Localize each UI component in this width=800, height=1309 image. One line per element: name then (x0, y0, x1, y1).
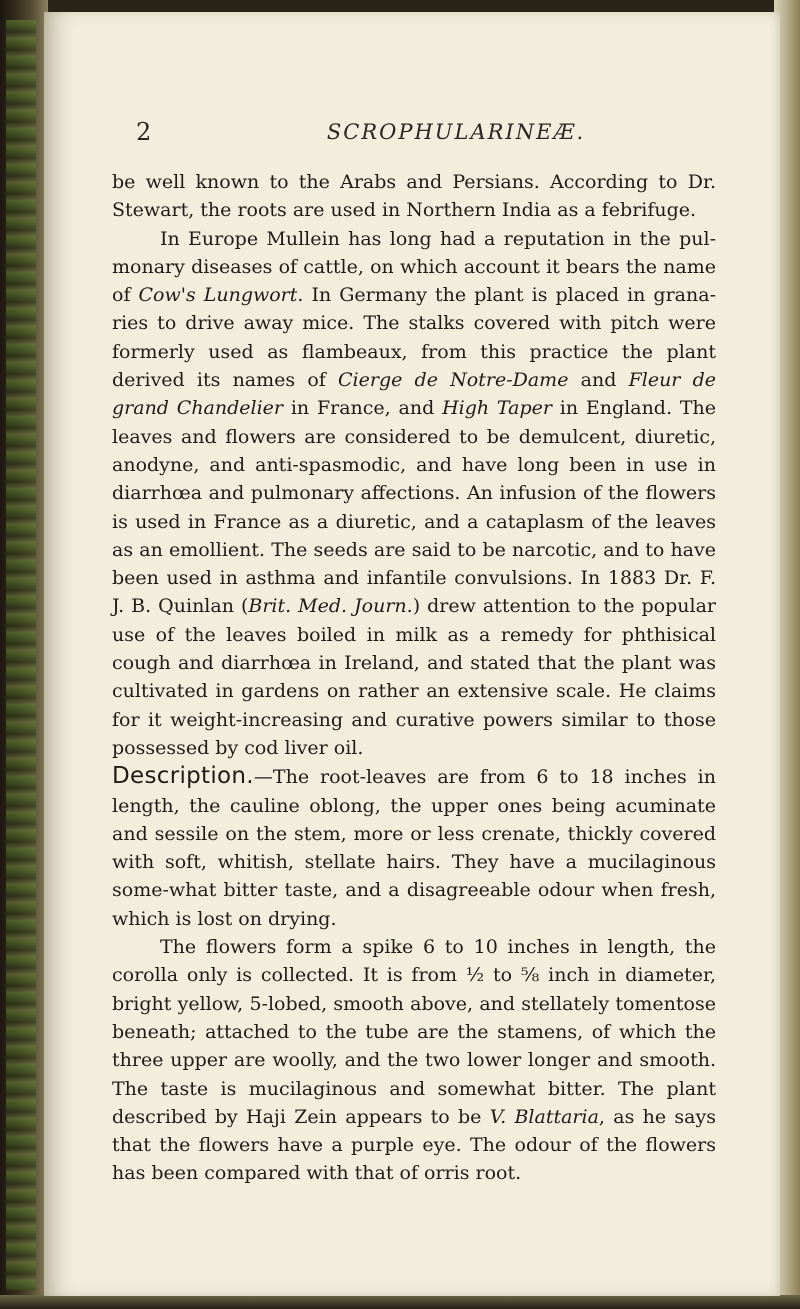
paragraph-4 (112, 933, 716, 1188)
p2-italic-3: Fleur de grand Chandelier (112, 369, 716, 420)
p4-italic-1: V. Blattaria (489, 1105, 599, 1128)
p2-italic-5: Brit. Med. Journ. (248, 595, 413, 618)
p2-italic-2: Cierge de Notre-Dame (338, 369, 569, 392)
p2-text-3: and (568, 369, 629, 392)
p2-text-2: . In Germany the plant is placed in grana-ries to drive away mice. The stalks covered with pitch were formerly used as flambeaux, from this practice the plant derived its names of (112, 284, 716, 392)
page-edge-bottom (0, 1295, 800, 1309)
body-text (112, 168, 716, 1188)
page-header (136, 118, 776, 148)
p2-italic-4: High Taper (442, 397, 552, 420)
p4-text-1: The flowers form a spike 6 to 10 inches in length, the corolla only is collected. It is from ½ to ⅝ inch in diameter, bright yellow, 5-lobed, smooth above, and stellately tomentose beneath; attached to the tube are the stamens, of which the three upper are woolly, and the two lower longer and smooth. The taste is mucilaginous and somewhat bitter. The plant described by Haji Zein appears to be (112, 936, 716, 1128)
book-binding (0, 0, 48, 1309)
paragraph-1: be well known to the Arabs and Persians. According to Dr. Stewart, the roots are used in Northern India as a febrifuge. (112, 171, 716, 222)
paragraph-2 (112, 225, 716, 763)
running-head: SCROPHULARINEÆ. (326, 120, 586, 144)
p4-text-2: , as he says that the flowers have a purple eye. The odour of the flowers has been compared with that of orris root. (112, 1105, 716, 1185)
p2-text-1: In Europe Mullein has long had a reputation in the pul-monary diseases of cattle, on which account it bears the name of (112, 227, 716, 307)
binding-fringe (6, 20, 36, 1290)
paragraph-3 (112, 762, 716, 933)
p2-italic-1: Cow's Lungwort (138, 284, 298, 307)
p2-text-4: in France, and (283, 397, 443, 420)
p2-text-6: ) drew attention to the popular use of the leaves boiled in milk as a remedy for phthisical cough and diarrhœa in Ireland, and stated that the plant was cultivated in gardens on rather an extensive scale. He claims for it weight-increasing and curative powers similar to those possessed by cod liver oil. (112, 595, 716, 759)
section-heading-description: Description. (112, 763, 254, 790)
page-number: 2 (136, 118, 152, 146)
p2-text-5: in England. The leaves and flowers are considered to be demulcent, diuretic, anodyne, and anti-spasmodic, and have long been in use in diarrhœa and pulmonary affections. An infusion of the flowers is used in France as a diuretic, and a cataplasm of the leaves as an emollient. The seeds are said to be narcotic, and to have been used in asthma and infantile convulsions. In 1883 Dr. F. J. B. Quinlan ( (112, 397, 716, 618)
p3-text: —The root-leaves are from 6 to 18 inches in length, the cauline oblong, the upper ones being acuminate and sessile on the stem, more or less crenate, thickly covered with soft, whitish, stellate hairs. They have a mucilaginous some-what bitter taste, and a disagreeable odour when fresh, which is lost on drying. (112, 766, 716, 930)
